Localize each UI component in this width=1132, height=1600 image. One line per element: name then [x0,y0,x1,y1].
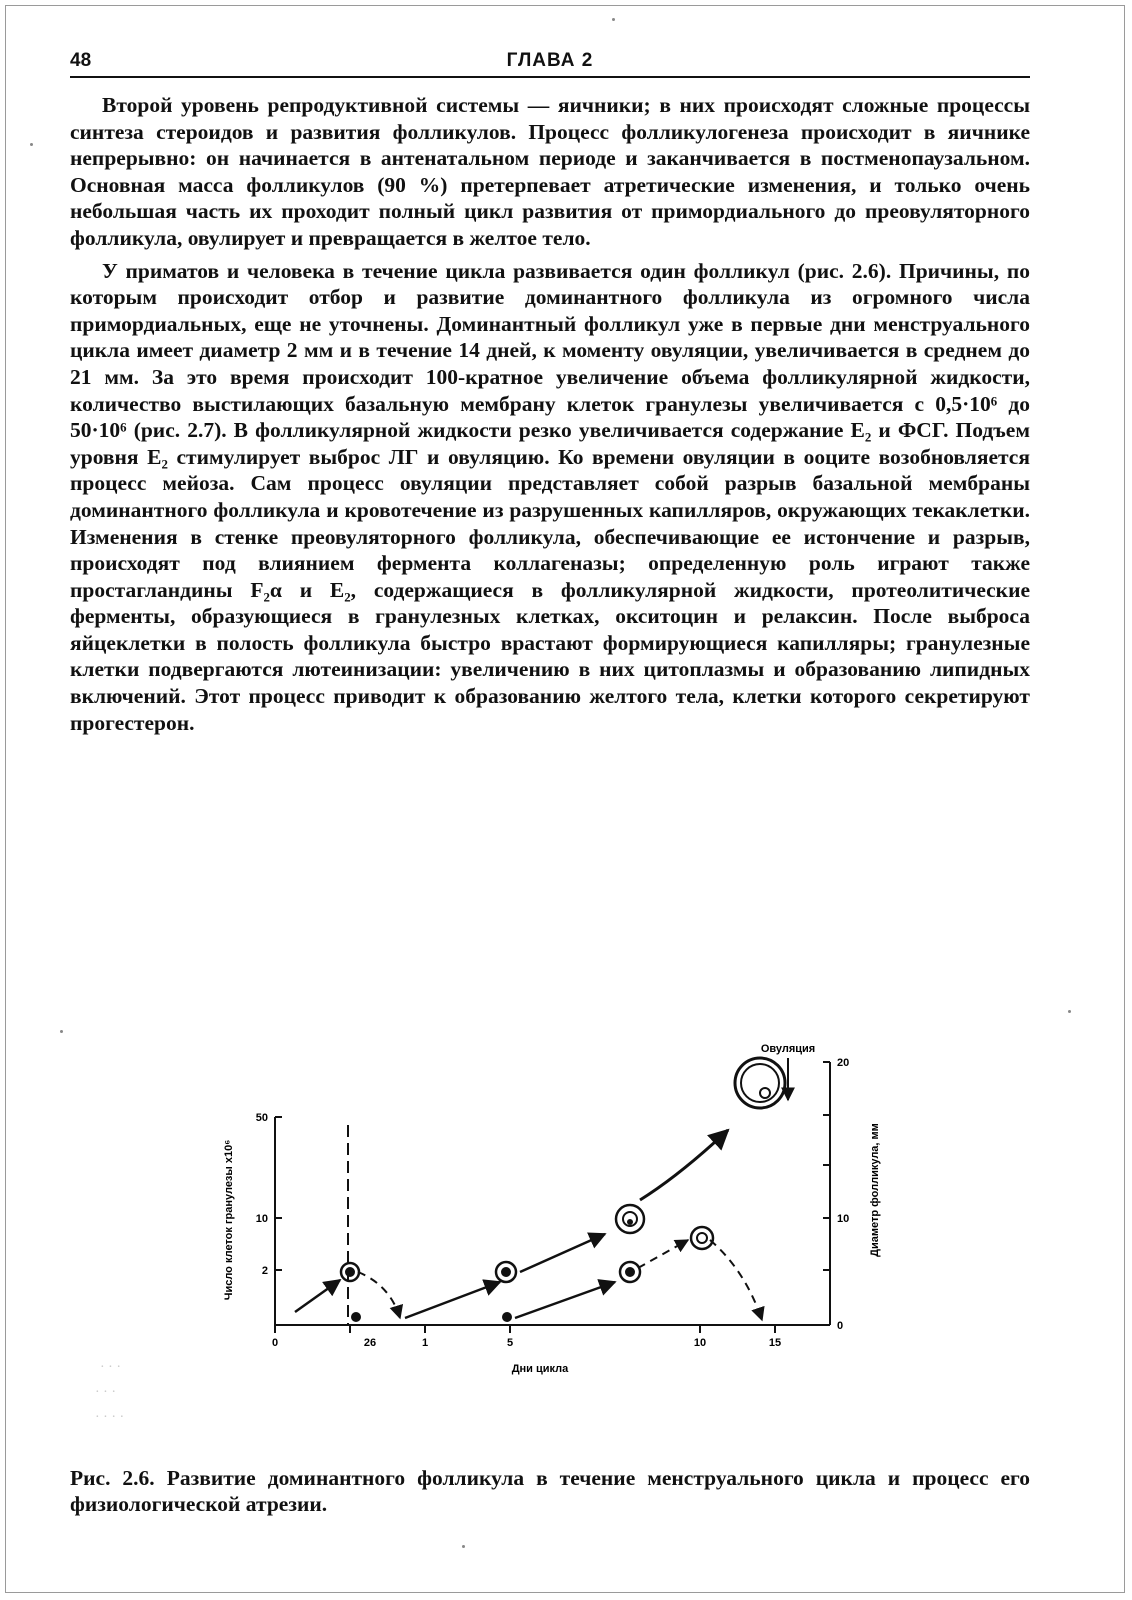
page-number: 48 [70,50,92,71]
ovulation-label: Овуляция [760,1043,816,1055]
bleed-through-mark: · · · [100,1360,121,1375]
caption-label: Рис. 2.6. [70,1466,155,1490]
speck [60,1030,63,1033]
x-axis-label: Дни цикла [511,1363,569,1375]
figure-2-6 [210,1000,900,1400]
running-head [70,50,1030,78]
atresia-arrow-2 [710,1240,762,1320]
speck [612,18,615,21]
follicle-1 [341,1263,359,1281]
bleed-through-mark: · · · · [95,1410,125,1425]
right-axis-label: Диаметр фолликула, мм [869,1123,881,1257]
right-tick-0: 0 [837,1320,844,1332]
x-tick-26: 26 [363,1337,377,1349]
figure-caption [70,1465,1030,1517]
growth-arrow-2 [405,1282,500,1318]
x-tick-1: 1 [421,1337,429,1349]
bleed-through-mark: · · · [95,1385,116,1400]
paragraph-2: У приматов и человека в течение цикла развивается один фолликул (рис. 2.6). Причины, по которым происходит отбор и развитие доминантного фолликула из огромного числа примордиальных, еще не уточнены. Доминантный фолликул уже в первые дни менструального цикла имеет диаметр 2 мм и в течение 14 дней, к моменту овуляции, увеличивается в среднем до 21 мм. За это время происходит 100-кратное увеличение объема фолликулярной жидкости, количество выстилающих базальную мембрану клеток гранулезы увеличивается с 0,5·10⁶ до 50·10⁶ (рис. 2.7). В фолликулярной жидкости резко увеличивается содержание E₂ и ФСГ. Подъем уровня E₂ стимулирует выброс ЛГ и овуляцию. Ко времени овуляции в ооците возобновляется процесс мейоза. Сам процесс овуляции представляет собой разрыв базальной мембраны доминантного фолликула и кровотечение из разрушенных капилляров, окружающих текаклетки. Изменения в стенке преовуляторного фолликула, обеспечивающие ее истончение и разрыв, происходят под влиянием фермента коллагеназы; определенную роль играют также простагландины F₂α и E₂, содержащиеся в фолликулярной жидкости, протеолитические ферменты, образующиеся в гранулезных клетках, окситоцин и релаксин. После выброса яйцеклетки в полость фолликула быстро врастают формирующиеся капилляры; гранулезные клетки подвергаются лютеинизации: увеличению в них цитоплазмы и образованию липидных включений. Этот процесс приводит к образованию желтого тела, клетки которого секретируют прогестерон. [70,258,1030,735]
right-tick-20: 20 [837,1057,850,1069]
body-text [70,92,1030,742]
x-tick-15: 15 [768,1337,782,1349]
follicle-diagram [210,1000,900,1400]
x-tick-10: 10 [693,1337,707,1349]
paragraph-1: Второй уровень репродуктивной системы — яичники; в них происходят сложные процессы синтеза стероидов и развития фолликулов. Процесс фолликулогенеза происходит в яичнике непрерывно: он начинается в антенатальном периоде и заканчивается в постменопаузальном. Основная масса фолликулов (90 %) претерпевает атретические изменения, и только очень небольшая часть их проходит полный цикл развития от примордиального до преовуляторного фолликула, овулирует и превращается в желтое тело. [70,93,1030,250]
right-tick-10: 10 [837,1213,850,1225]
primordial-follicle-2 [502,1312,512,1322]
chapter-title: ГЛАВА 2 [506,50,594,71]
caption-text: Развитие доминантного фолликула в течение менструального цикла и процесс его физиологической атрезии. [70,1466,1031,1516]
speck [462,1545,465,1548]
follicle-5 [691,1227,713,1249]
speck [30,143,33,146]
growth-arrow-3 [520,1234,605,1272]
left-tick-10: 10 [255,1213,268,1225]
speck [1068,1010,1071,1013]
growth-arrow-4 [640,1130,728,1200]
left-axis-label: Число клеток гранулезы x10⁶ [223,1139,235,1301]
follicle-3 [616,1205,644,1233]
preovulatory-follicle [735,1058,785,1108]
x-tick-0: 0 [271,1337,279,1349]
growth-arrow-5 [515,1282,615,1318]
follicle-2 [496,1262,516,1282]
growth-arrow-6 [638,1240,688,1268]
atresia-arrow-1 [358,1272,400,1318]
follicle-4 [620,1262,640,1282]
left-tick-2: 2 [261,1265,268,1277]
growth-arrow-1 [295,1280,340,1312]
primordial-follicle-1 [351,1312,361,1322]
left-tick-50: 50 [255,1112,268,1124]
x-tick-5: 5 [506,1337,514,1349]
